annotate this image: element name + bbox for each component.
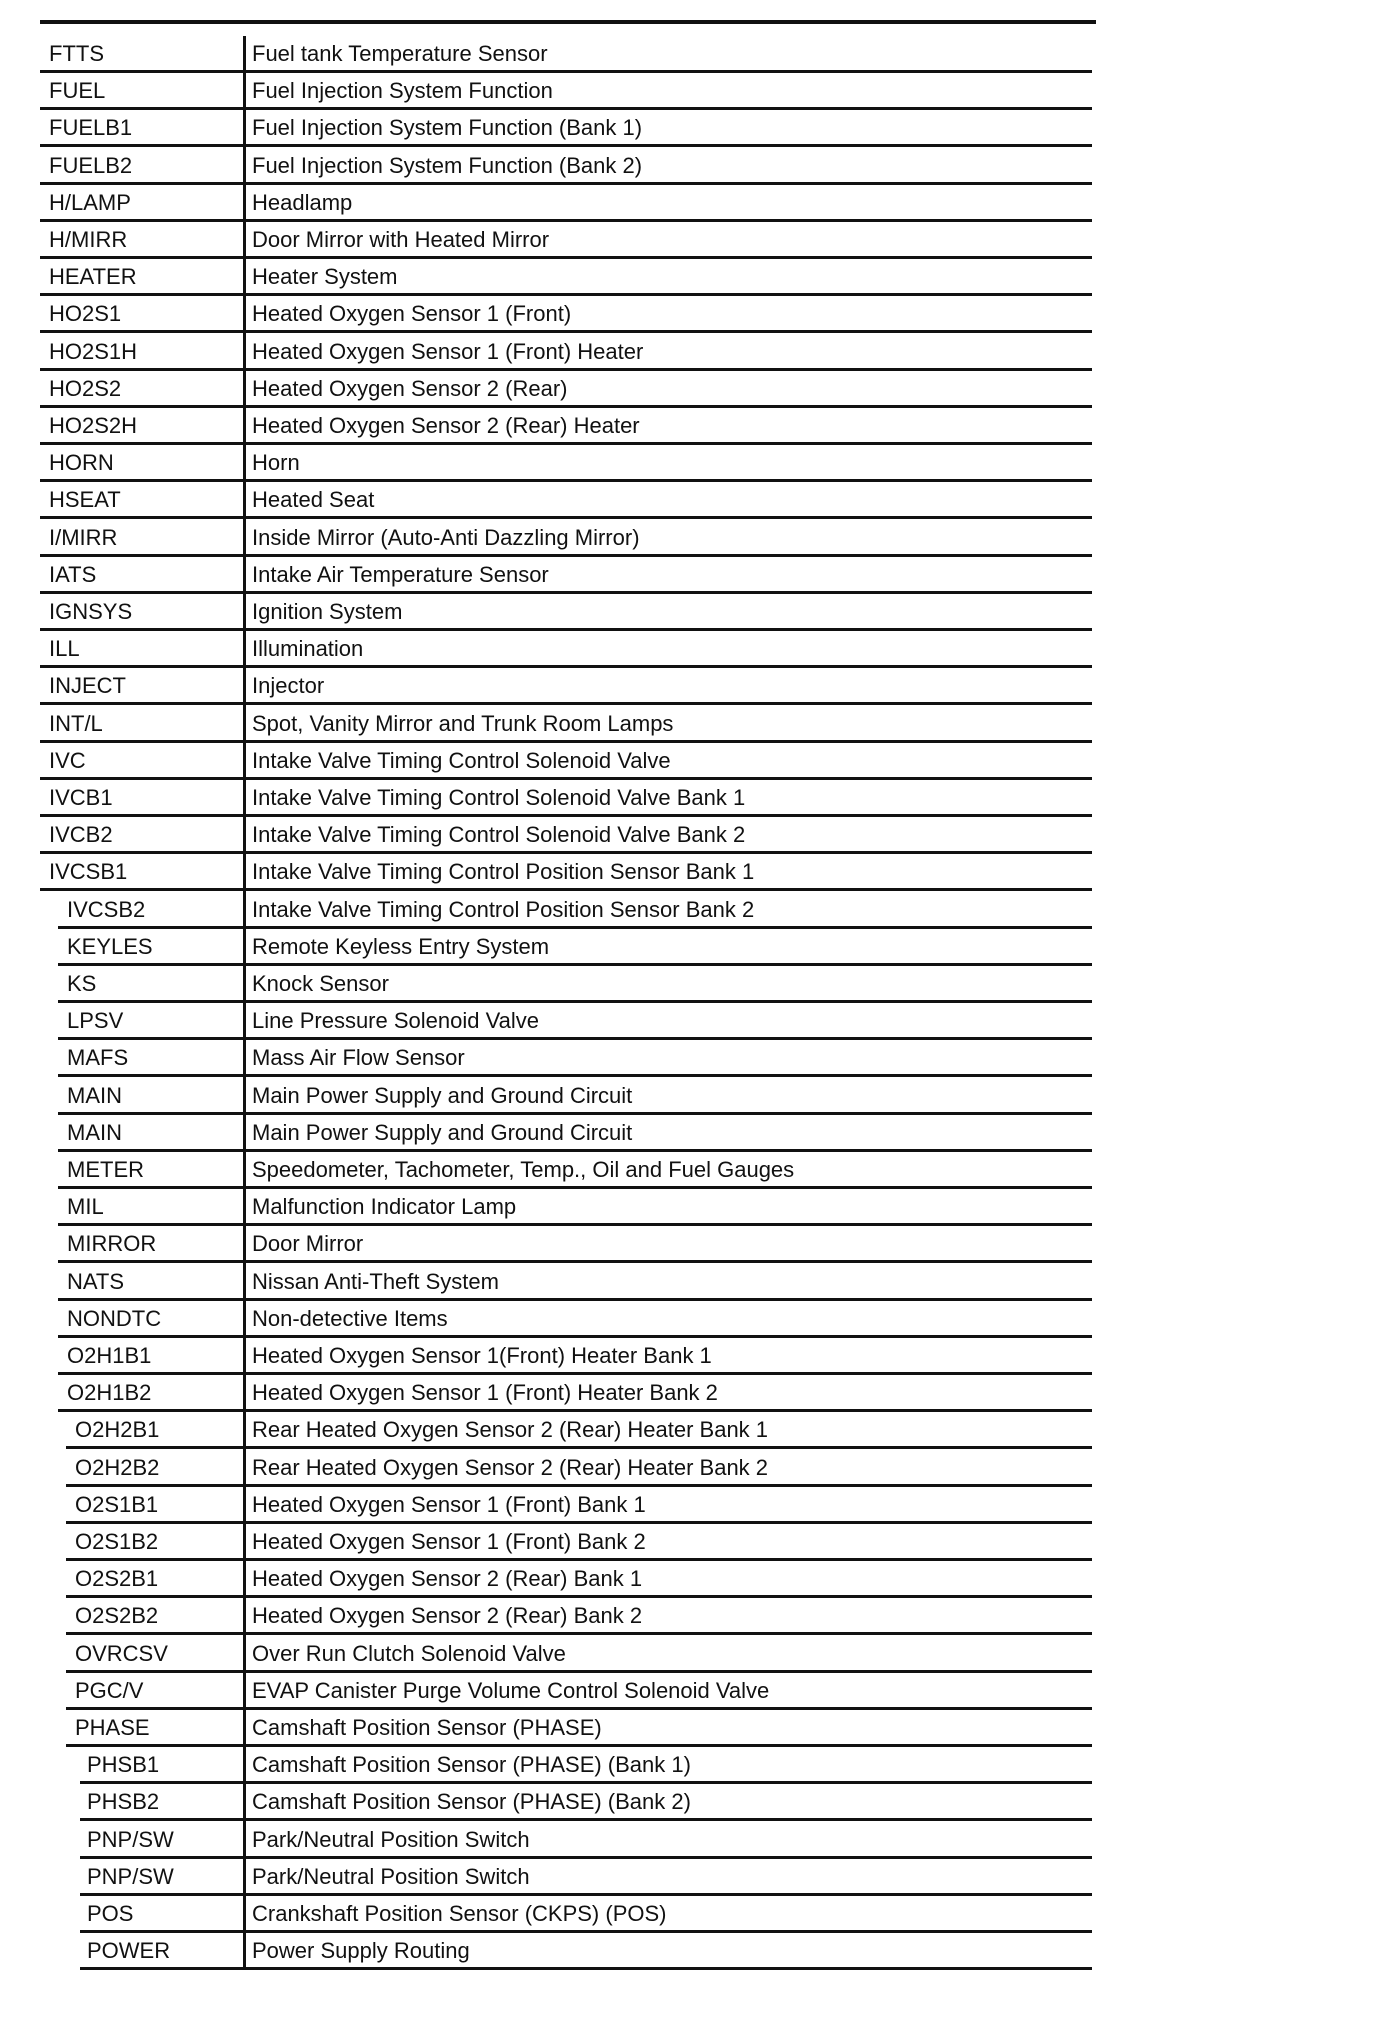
description-cell: Malfunction Indicator Lamp xyxy=(252,1194,517,1220)
table-row xyxy=(0,445,1392,482)
description-cell: EVAP Canister Purge Volume Control Solenoid Valve xyxy=(252,1677,770,1703)
table-row xyxy=(0,743,1392,780)
abbreviation-cell: MAIN xyxy=(67,1082,122,1108)
table-row xyxy=(0,1040,1392,1077)
table-row xyxy=(0,1375,1392,1412)
description-cell: Door Mirror xyxy=(252,1231,364,1257)
abbreviation-cell: IATS xyxy=(49,561,97,587)
description-cell: Spot, Vanity Mirror and Trunk Room Lamps xyxy=(252,710,674,736)
description-cell: Heated Oxygen Sensor 2 (Rear) Heater xyxy=(252,413,640,438)
description-cell: Injector xyxy=(252,673,325,699)
abbreviation-cell: HORN xyxy=(49,450,114,476)
abbreviation-cell: NONDTC xyxy=(67,1305,162,1331)
abbreviation-cell: O2S2B1 xyxy=(75,1566,159,1592)
abbreviation-cell: O2S1B1 xyxy=(75,1491,159,1517)
abbreviation-cell: O2H1B2 xyxy=(67,1380,152,1406)
abbreviation-cell: FUELB2 xyxy=(49,152,133,178)
abbreviation-cell: FUEL xyxy=(49,78,106,104)
table-row xyxy=(0,1784,1392,1821)
table-row xyxy=(0,780,1392,817)
description-cell: Heated Oxygen Sensor 1(Front) Heater Bank 1 xyxy=(252,1343,712,1368)
abbreviation-cell: FUELB1 xyxy=(49,115,133,141)
table-row xyxy=(0,520,1392,557)
description-cell: Heated Oxygen Sensor 2 (Rear) xyxy=(252,375,568,401)
table-row xyxy=(0,1264,1392,1301)
description-cell: Intake Valve Timing Control Solenoid Valve Bank 1 xyxy=(252,785,746,810)
abbreviation-cell: O2H2B2 xyxy=(75,1454,160,1480)
abbreviation-cell: HEATER xyxy=(49,264,137,290)
table-row xyxy=(0,1003,1392,1040)
row-separator xyxy=(80,1967,1092,1970)
table-row xyxy=(0,594,1392,631)
abbreviation-cell: HO2S1H xyxy=(49,338,138,364)
table-row xyxy=(0,296,1392,333)
table-row xyxy=(0,1487,1392,1524)
table-row xyxy=(0,1450,1392,1487)
description-cell: Intake Valve Timing Control Position Sensor Bank 1 xyxy=(252,859,755,885)
table-row xyxy=(0,110,1392,147)
table-row xyxy=(0,631,1392,668)
table-row xyxy=(0,1078,1392,1115)
abbreviation-cell: OVRCSV xyxy=(75,1640,168,1666)
abbreviation-cell: HO2S1 xyxy=(49,301,122,327)
table-row xyxy=(0,966,1392,1003)
abbreviation-cell: O2H1B1 xyxy=(67,1343,152,1368)
column-divider xyxy=(243,36,246,1970)
abbreviation-cell: PNP/SW xyxy=(87,1863,174,1889)
description-cell: Knock Sensor xyxy=(252,971,389,996)
abbreviation-cell: INJECT xyxy=(49,673,126,699)
description-cell: Heated Oxygen Sensor 1 (Front) Bank 2 xyxy=(252,1529,646,1554)
description-cell: Intake Valve Timing Control Solenoid Valve Bank 2 xyxy=(252,822,746,848)
table-row xyxy=(0,482,1392,519)
table-row xyxy=(0,1412,1392,1449)
description-cell: Camshaft Position Sensor (PHASE) (Bank 2) xyxy=(252,1789,691,1815)
description-cell: Mass Air Flow Sensor xyxy=(252,1045,465,1071)
abbreviation-cell: I/MIRR xyxy=(49,524,118,550)
description-cell: Fuel tank Temperature Sensor xyxy=(252,41,548,66)
table-row xyxy=(0,1226,1392,1263)
table-row xyxy=(0,557,1392,594)
abbreviation-cell: HO2S2H xyxy=(49,413,138,438)
description-cell: Nissan Anti-Theft System xyxy=(252,1268,499,1294)
abbreviation-cell: INT/L xyxy=(49,710,103,736)
table-row xyxy=(0,1524,1392,1561)
description-cell: Intake Valve Timing Control Solenoid Valve xyxy=(252,747,671,773)
abbreviation-cell: MIRROR xyxy=(67,1231,157,1257)
table-row xyxy=(0,817,1392,854)
abbreviation-cell: IVCSB2 xyxy=(67,896,146,922)
abbreviation-cell: POWER xyxy=(87,1938,171,1964)
abbreviation-cell: MAIN xyxy=(67,1119,122,1145)
table-row xyxy=(0,334,1392,371)
description-cell: Crankshaft Position Sensor (CKPS) (POS) xyxy=(252,1901,667,1926)
description-cell: Fuel Injection System Function xyxy=(252,78,553,104)
table-row xyxy=(0,1933,1392,1970)
description-cell: Heated Seat xyxy=(252,487,375,513)
abbreviation-cell: IVCB2 xyxy=(49,822,113,848)
table-row xyxy=(0,706,1392,743)
table-row xyxy=(0,929,1392,966)
description-cell: Non-detective Items xyxy=(252,1305,448,1331)
table-row xyxy=(0,854,1392,891)
abbreviation-cell: H/LAMP xyxy=(49,189,131,215)
description-cell: Rear Heated Oxygen Sensor 2 (Rear) Heater Bank 2 xyxy=(252,1454,769,1480)
description-cell: Camshaft Position Sensor (PHASE) xyxy=(252,1715,602,1740)
description-cell: Heater System xyxy=(252,264,398,290)
description-cell: Illumination xyxy=(252,636,364,662)
table-row xyxy=(0,1301,1392,1338)
abbreviation-cell: KS xyxy=(67,971,97,996)
description-cell: Over Run Clutch Solenoid Valve xyxy=(252,1640,566,1666)
abbreviation-cell: ILL xyxy=(49,636,80,662)
table-row xyxy=(0,408,1392,445)
description-cell: Door Mirror with Heated Mirror xyxy=(252,227,550,252)
description-cell: Headlamp xyxy=(252,189,353,215)
description-cell: Heated Oxygen Sensor 1 (Front) xyxy=(252,301,572,327)
description-cell: Heated Oxygen Sensor 1 (Front) Heater Bank 2 xyxy=(252,1380,718,1406)
abbreviation-cell: IVCSB1 xyxy=(49,859,128,885)
table-row xyxy=(0,148,1392,185)
table-row xyxy=(0,371,1392,408)
table-row xyxy=(0,222,1392,259)
table-row xyxy=(0,668,1392,705)
description-cell: Heated Oxygen Sensor 1 (Front) Heater xyxy=(252,338,644,364)
description-cell: Park/Neutral Position Switch xyxy=(252,1826,530,1852)
table-row xyxy=(0,185,1392,222)
description-cell: Remote Keyless Entry System xyxy=(252,933,550,959)
description-cell: Heated Oxygen Sensor 1 (Front) Bank 1 xyxy=(252,1491,646,1517)
table-row xyxy=(0,1859,1392,1896)
table-row xyxy=(0,1636,1392,1673)
abbreviation-cell: IGNSYS xyxy=(49,599,133,624)
abbreviation-cell: H/MIRR xyxy=(49,227,128,252)
table-row xyxy=(0,1710,1392,1747)
table-row xyxy=(0,1152,1392,1189)
description-cell: Main Power Supply and Ground Circuit xyxy=(252,1082,633,1108)
table-row xyxy=(0,1115,1392,1152)
description-cell: Heated Oxygen Sensor 2 (Rear) Bank 1 xyxy=(252,1566,643,1592)
abbreviation-cell: O2S1B2 xyxy=(75,1529,159,1554)
table-row xyxy=(0,1598,1392,1635)
table-row xyxy=(0,1561,1392,1598)
abbreviation-cell: PGC/V xyxy=(75,1677,144,1703)
description-cell: Power Supply Routing xyxy=(252,1938,470,1964)
abbreviation-cell: O2H2B1 xyxy=(75,1417,160,1443)
abbreviation-cell: HSEAT xyxy=(49,487,121,513)
table-row xyxy=(0,73,1392,110)
description-cell: Fuel Injection System Function (Bank 1) xyxy=(252,115,643,141)
abbreviation-cell: PHSB1 xyxy=(87,1752,160,1778)
table-row xyxy=(0,892,1392,929)
abbreviation-cell: PNP/SW xyxy=(87,1826,174,1852)
abbreviation-cell: O2S2B2 xyxy=(75,1603,159,1629)
table-row xyxy=(0,1338,1392,1375)
description-cell: Park/Neutral Position Switch xyxy=(252,1863,530,1889)
description-cell: Fuel Injection System Function (Bank 2) xyxy=(252,152,643,178)
description-cell: Camshaft Position Sensor (PHASE) (Bank 1) xyxy=(252,1752,691,1778)
abbreviation-cell: IVCB1 xyxy=(49,785,113,810)
description-cell: Inside Mirror (Auto-Anti Dazzling Mirror) xyxy=(252,524,640,550)
abbreviation-cell: PHSB2 xyxy=(87,1789,160,1815)
description-cell: Rear Heated Oxygen Sensor 2 (Rear) Heater Bank 1 xyxy=(252,1417,769,1443)
description-cell: Intake Air Temperature Sensor xyxy=(252,561,549,587)
description-cell: Heated Oxygen Sensor 2 (Rear) Bank 2 xyxy=(252,1603,643,1629)
abbreviation-cell: MAFS xyxy=(67,1045,129,1071)
table-row xyxy=(0,259,1392,296)
table-top-rule xyxy=(40,20,1096,24)
abbreviation-cell: IVC xyxy=(49,747,86,773)
abbreviation-cell: LPSV xyxy=(67,1008,124,1034)
abbreviation-cell: FTTS xyxy=(49,41,104,66)
table-row xyxy=(0,1896,1392,1933)
abbreviation-cell: PHASE xyxy=(75,1715,150,1740)
abbreviation-cell: MIL xyxy=(67,1194,104,1220)
table-row xyxy=(0,1189,1392,1226)
abbreviation-cell: KEYLES xyxy=(67,933,153,959)
table-row xyxy=(0,1822,1392,1859)
description-cell: Horn xyxy=(252,450,300,476)
description-cell: Intake Valve Timing Control Position Sensor Bank 2 xyxy=(252,896,755,922)
abbreviation-cell: POS xyxy=(87,1901,134,1926)
description-cell: Speedometer, Tachometer, Temp., Oil and Fuel Gauges xyxy=(252,1157,795,1182)
table-row xyxy=(0,1747,1392,1784)
description-cell: Main Power Supply and Ground Circuit xyxy=(252,1119,633,1145)
abbreviation-cell: HO2S2 xyxy=(49,375,122,401)
table-row xyxy=(0,36,1392,73)
description-cell: Line Pressure Solenoid Valve xyxy=(252,1008,539,1034)
table-row xyxy=(0,1673,1392,1710)
abbreviation-cell: NATS xyxy=(67,1268,125,1294)
description-cell: Ignition System xyxy=(252,599,403,624)
abbreviation-cell: METER xyxy=(67,1157,144,1182)
